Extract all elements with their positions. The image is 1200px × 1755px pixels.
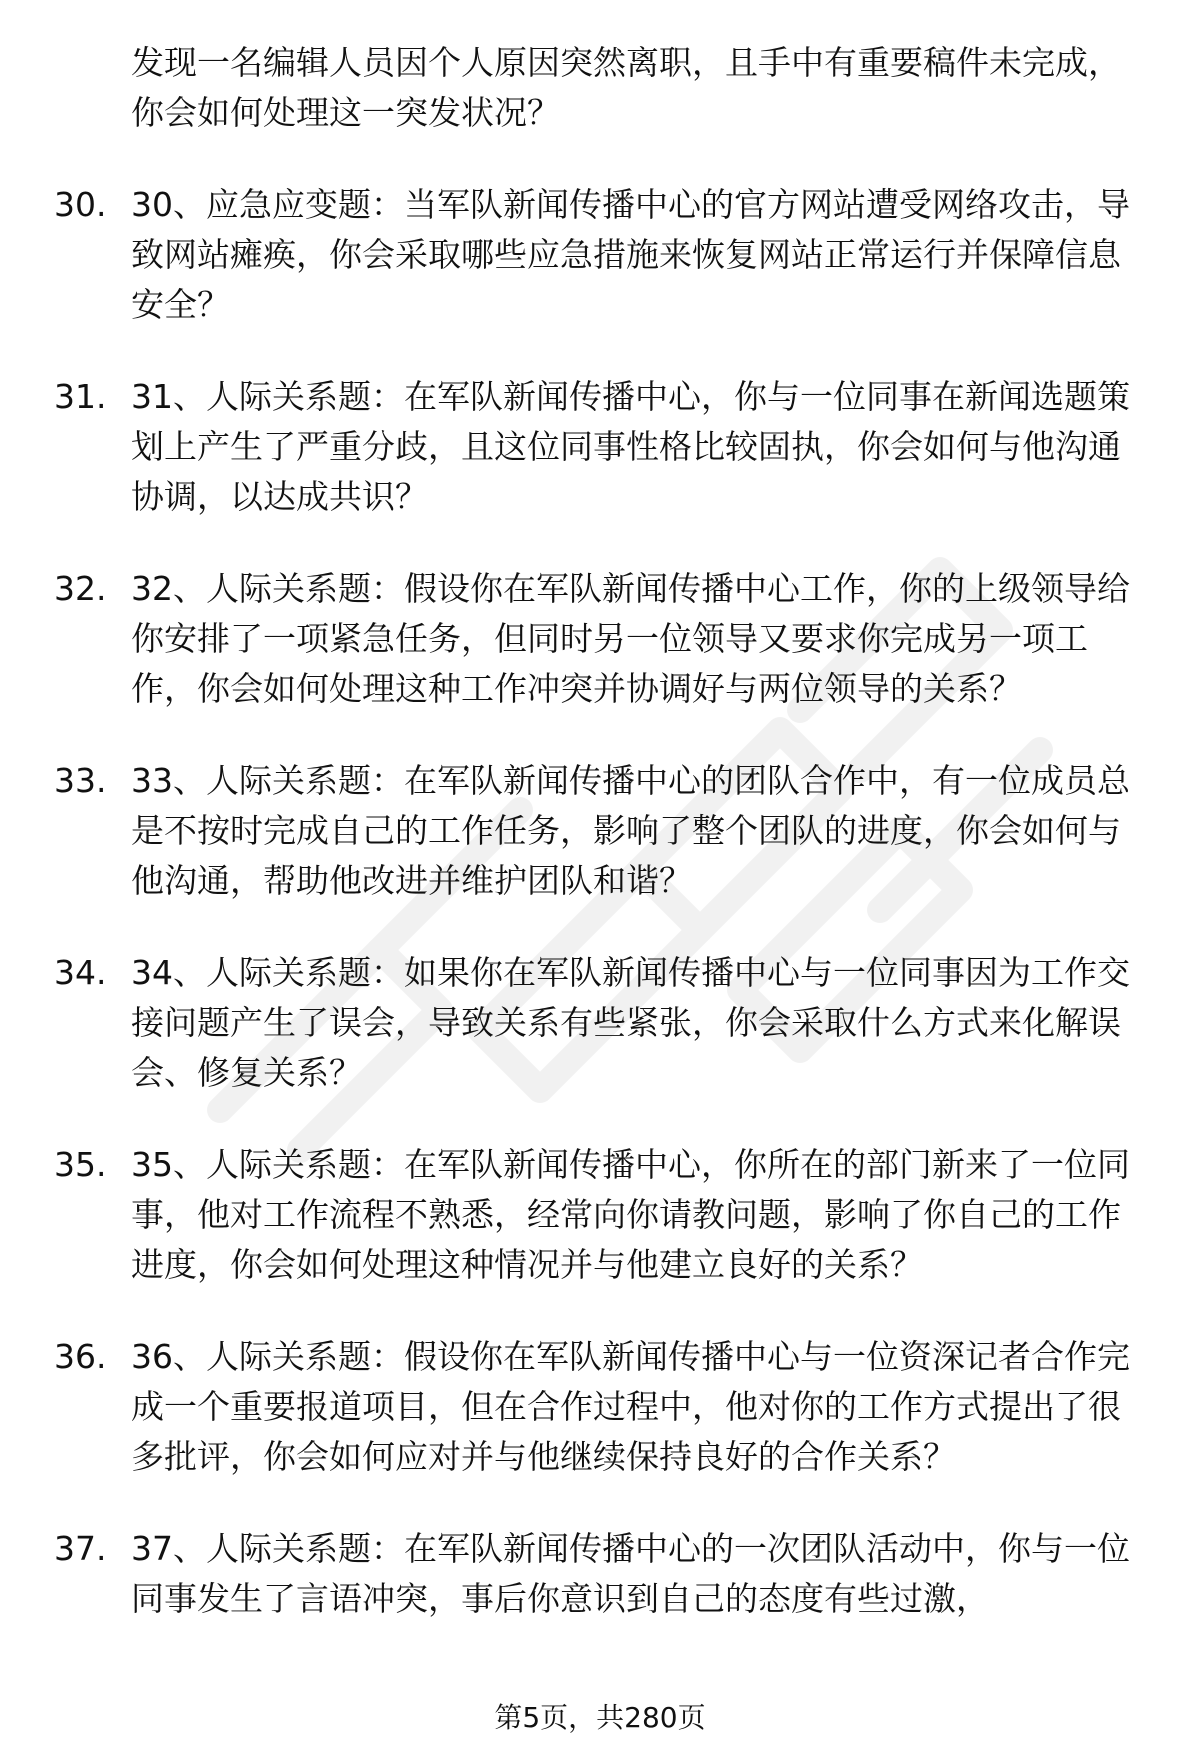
- list-item: [54, 1332, 1141, 1482]
- document-content: [0, 38, 1200, 1666]
- item-number: 31.: [54, 377, 107, 416]
- item-text: 33、人际关系题：在军队新闻传播中心的团队合作中，有一位成员总是不按时完成自己的工作任务，影响了整个团队的进度，你会如何与他沟通，帮助他改进并维护团队和谐？: [131, 761, 1130, 900]
- item-text: 34、人际关系题：如果你在军队新闻传播中心与一位同事因为工作交接问题产生了误会，导致关系有些紧张，你会采取什么方式来化解误会、修复关系？: [131, 953, 1130, 1092]
- item-text: 36、人际关系题：假设你在军队新闻传播中心与一位资深记者合作完成一个重要报道项目，但在合作过程中，他对你的工作方式提出了很多批评，你会如何应对并与他继续保持良好的合作关系？: [131, 1337, 1130, 1476]
- item-number: 37.: [54, 1529, 107, 1568]
- list-item: [54, 948, 1141, 1098]
- item-text: 31、人际关系题：在军队新闻传播中心，你与一位同事在新闻选题策划上产生了严重分歧，且这位同事性格比较固执，你会如何与他沟通协调，以达成共识？: [131, 377, 1130, 516]
- item-number: 32.: [54, 569, 107, 608]
- item-number: 34.: [54, 953, 107, 992]
- item-text: 35、人际关系题：在军队新闻传播中心，你所在的部门新来了一位同事，他对工作流程不熟悉，经常向你请教问题，影响了你自己的工作进度，你会如何处理这种情况并与他建立良好的关系？: [131, 1145, 1130, 1284]
- list-item: [54, 564, 1141, 714]
- page-footer: 第5页，共280页: [494, 1701, 706, 1734]
- item-text: 30、应急应变题：当军队新闻传播中心的官方网站遭受网络攻击，导致网站瘫痪，你会采取哪些应急措施来恢复网站正常运行并保障信息安全？: [131, 185, 1130, 324]
- list-item: [54, 180, 1141, 330]
- item-number: 35.: [54, 1145, 107, 1184]
- item-number: 33.: [54, 761, 107, 800]
- list-item: [54, 1140, 1141, 1290]
- item-text: 37、人际关系题：在军队新闻传播中心的一次团队活动中，你与一位同事发生了言语冲突，事后你意识到自己的态度有些过激，: [131, 1529, 1130, 1618]
- list-item: [54, 372, 1141, 522]
- item-number: 30.: [54, 185, 107, 224]
- continuation-paragraph: 发现一名编辑人员因个人原因突然离职，且手中有重要稿件未完成，你会如何处理这一突发状况？: [131, 43, 1121, 132]
- list-item: [54, 756, 1141, 906]
- item-number: 36.: [54, 1337, 107, 1376]
- list-item: [54, 1524, 1141, 1624]
- item-text: 32、人际关系题：假设你在军队新闻传播中心工作，你的上级领导给你安排了一项紧急任务，但同时另一位领导又要求你完成另一项工作，你会如何处理这种工作冲突并协调好与两位领导的关系？: [131, 569, 1130, 708]
